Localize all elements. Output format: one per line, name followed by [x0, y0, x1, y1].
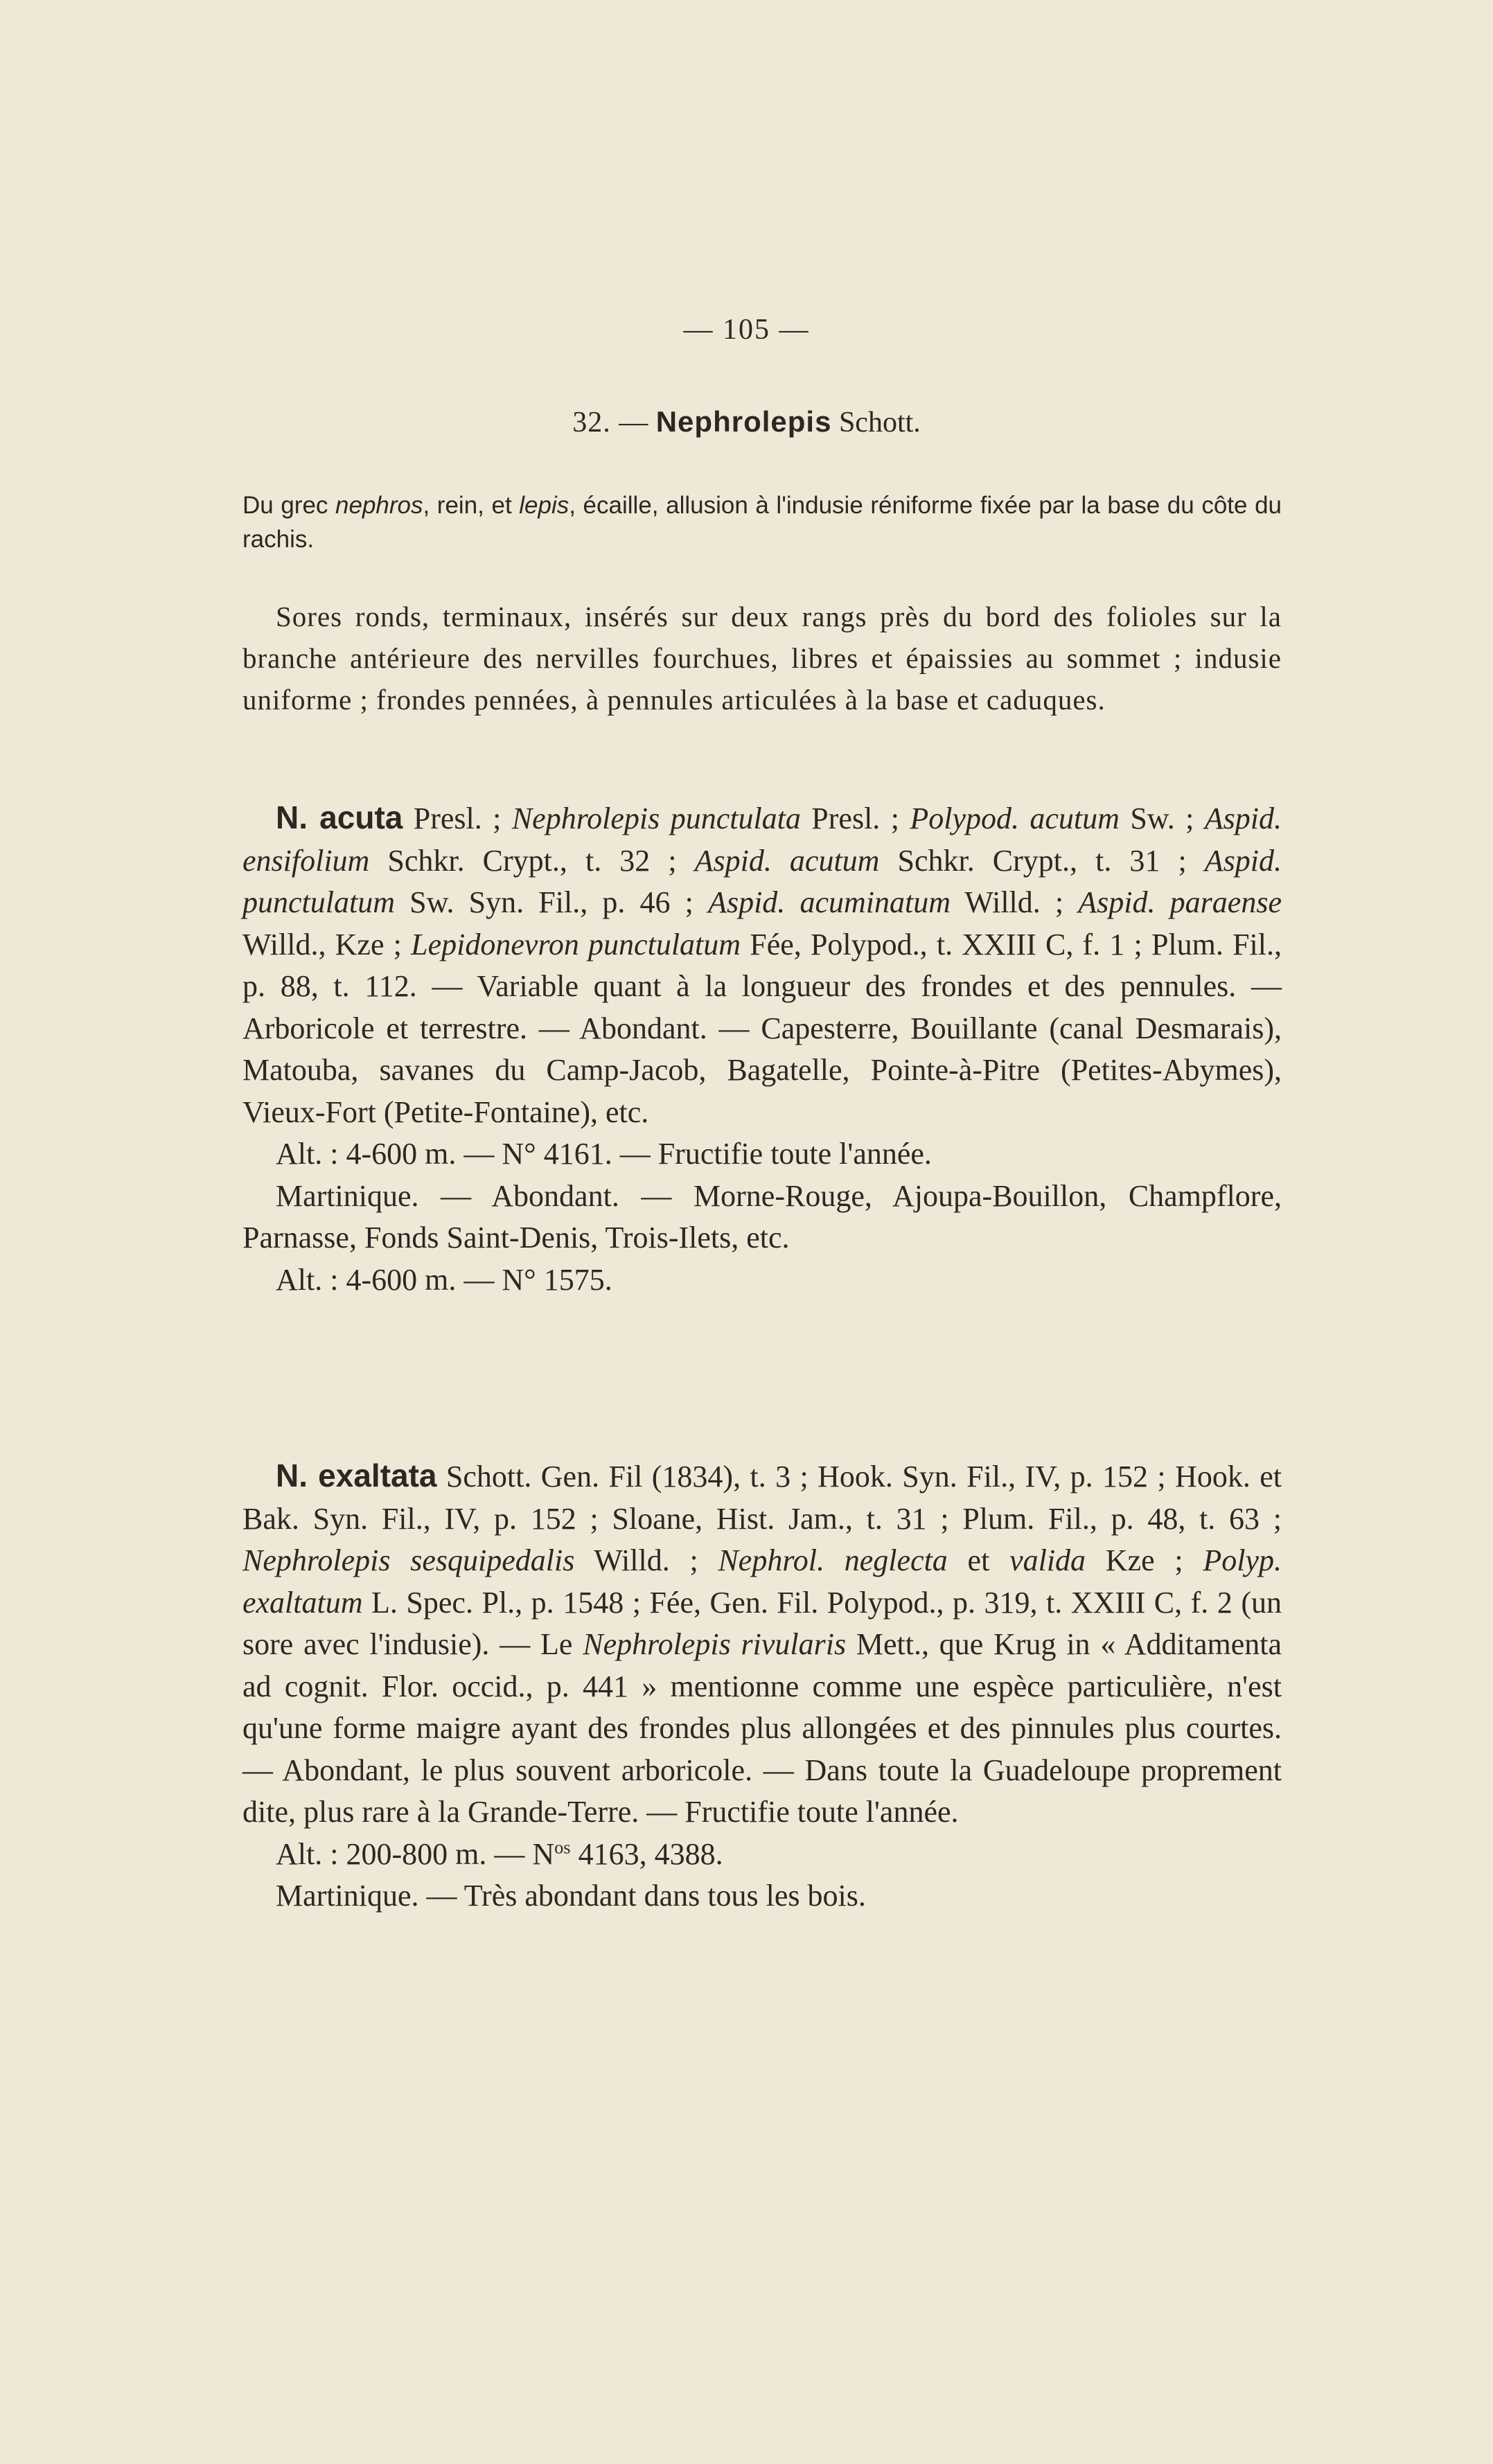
- citation-text: Kze ;: [1086, 1543, 1203, 1577]
- altitude-line: Alt. : 4-600 m. — N° 4161. — Fructifie toute l'année.: [276, 1137, 932, 1171]
- synonym: Nephrolepis sesquipedalis: [242, 1543, 575, 1577]
- altitude-text: Alt. : 200-800 m. — N: [276, 1836, 555, 1871]
- citation-text: Presl. ;: [403, 801, 512, 835]
- citation-text: Schott. Gen. Fil (1834), t. 3 ; Hook. Syn. Fil., IV, p. 152 ; Hook. et Bak. Syn. Fil., IV, p. 152 ; Sloane, Hist. Jam., t. 31 ; Plum. Fil., p. 48, t. 63 ;: [242, 1460, 1282, 1536]
- citation-text: Willd. ;: [950, 885, 1079, 919]
- species-entry-acuta: [242, 797, 1282, 1301]
- synonym: Nephrolepis punctulata: [511, 801, 801, 835]
- altitude-line: [242, 1834, 1282, 1876]
- martinique-line: Martinique. — Très abondant dans tous les bois.: [276, 1879, 866, 1913]
- synonym: Lepidonevron punctulatum: [411, 927, 741, 961]
- genus-name: Nephrolepis: [655, 405, 832, 438]
- synonym: Nephrolepis rivularis: [583, 1627, 847, 1661]
- synonym: Aspid. acutum: [694, 843, 880, 878]
- numero-superscript: os: [554, 1836, 571, 1857]
- etymology-paragraph: [242, 488, 1282, 556]
- synonym: Aspid. paraense: [1078, 885, 1282, 919]
- citation-text: et: [947, 1543, 1010, 1577]
- species-paragraph: [242, 797, 1282, 1133]
- etym-text: , écaille, allusion à l'indusie réniforme fixée par la base du côte du rachis.: [242, 492, 1282, 553]
- synonym: Polyp. exaltatum: [242, 1543, 1282, 1620]
- section-number: 32. —: [572, 407, 649, 438]
- citation-text: L. Spec. Pl., p. 1548 ; Fée, Gen. Fil. Polypod., p. 319, t. XXIII C, f. 2 (un sore avec l'indusie). — Le: [242, 1585, 1282, 1661]
- citation-text: Willd. ;: [574, 1543, 718, 1577]
- altitude-text: 4163, 4388.: [570, 1836, 723, 1871]
- etym-term: lepis: [519, 492, 569, 519]
- species-paragraph: [242, 1455, 1282, 1834]
- species-entry-exaltata: [242, 1455, 1282, 1917]
- synonym: valida: [1009, 1543, 1086, 1577]
- citation-text: Sw. ;: [1119, 801, 1205, 835]
- citation-text: Sw. Syn. Fil., p. 46 ;: [394, 885, 709, 919]
- etym-term: nephros: [335, 492, 423, 519]
- species-name: N. acuta: [276, 799, 403, 835]
- citation-text: Fée, Polypod., t. XXIII C, f. 1 ; Plum. Fil., p. 88, t. 112. — Variable quant à la longueur des frondes et des pennules. — Arboricole et terrestre. — Abondant. — Capesterre, Bouillante (canal Desmarais), Matouba, savanes du Camp-Jacob, Bagatelle, Pointe-à-Pitre (Petites-Abymes), Vieux-Fort (Petite-Fontaine), etc.: [242, 927, 1282, 1129]
- citation-text: Schkr. Crypt., t. 32 ;: [369, 843, 695, 878]
- citation-text: Willd., Kze ;: [242, 927, 412, 961]
- genus-author: Schott.: [838, 407, 921, 438]
- martinique-line: Martinique. — Abondant. — Morne-Rouge, Ajoupa-Bouillon, Champflore, Parnasse, Fonds Saint-Denis, Trois-Ilets, etc.: [242, 1178, 1282, 1255]
- synonym: Aspid. acuminatum: [708, 885, 951, 919]
- species-name: N. exaltata: [276, 1457, 437, 1494]
- etym-text: , rein, et: [423, 492, 520, 519]
- genus-description: Sores ronds, terminaux, insérés sur deux rangs près du bord des folioles sur la branche antérieure des nervilles fourchues, libres et épaissies au sommet ; indusie uniforme ; frondes pennées, à pennules articulées à la base et caduques.: [242, 601, 1282, 716]
- synonym: Aspid. ensifolium: [242, 801, 1282, 878]
- synonym: Nephrol. neglecta: [718, 1543, 948, 1577]
- citation-text: Presl. ;: [800, 801, 910, 835]
- genus-heading: [0, 405, 1493, 439]
- page-number: — 105 —: [683, 314, 810, 346]
- synonym: Polypod. acutum: [910, 801, 1120, 835]
- citation-text: Schkr. Crypt., t. 31 ;: [879, 843, 1205, 878]
- altitude-line: Alt. : 4-600 m. — N° 1575.: [276, 1262, 612, 1297]
- citation-text: Mett., que Krug in « Additamenta ad cognit. Flor. occid., p. 441 » mentionne comme une espèce particulière, n'est qu'une forme maigre ayant des frondes plus allongées et des pinnules plus courtes. — Abondant, le plus souvent arboricole. — Dans toute la Guadeloupe proprement dite, plus rare à la Grande-Terre. — Fructifie toute l'année.: [242, 1627, 1282, 1829]
- etym-text: Du grec: [242, 492, 336, 519]
- synonym: Aspid. punctulatum: [242, 843, 1282, 919]
